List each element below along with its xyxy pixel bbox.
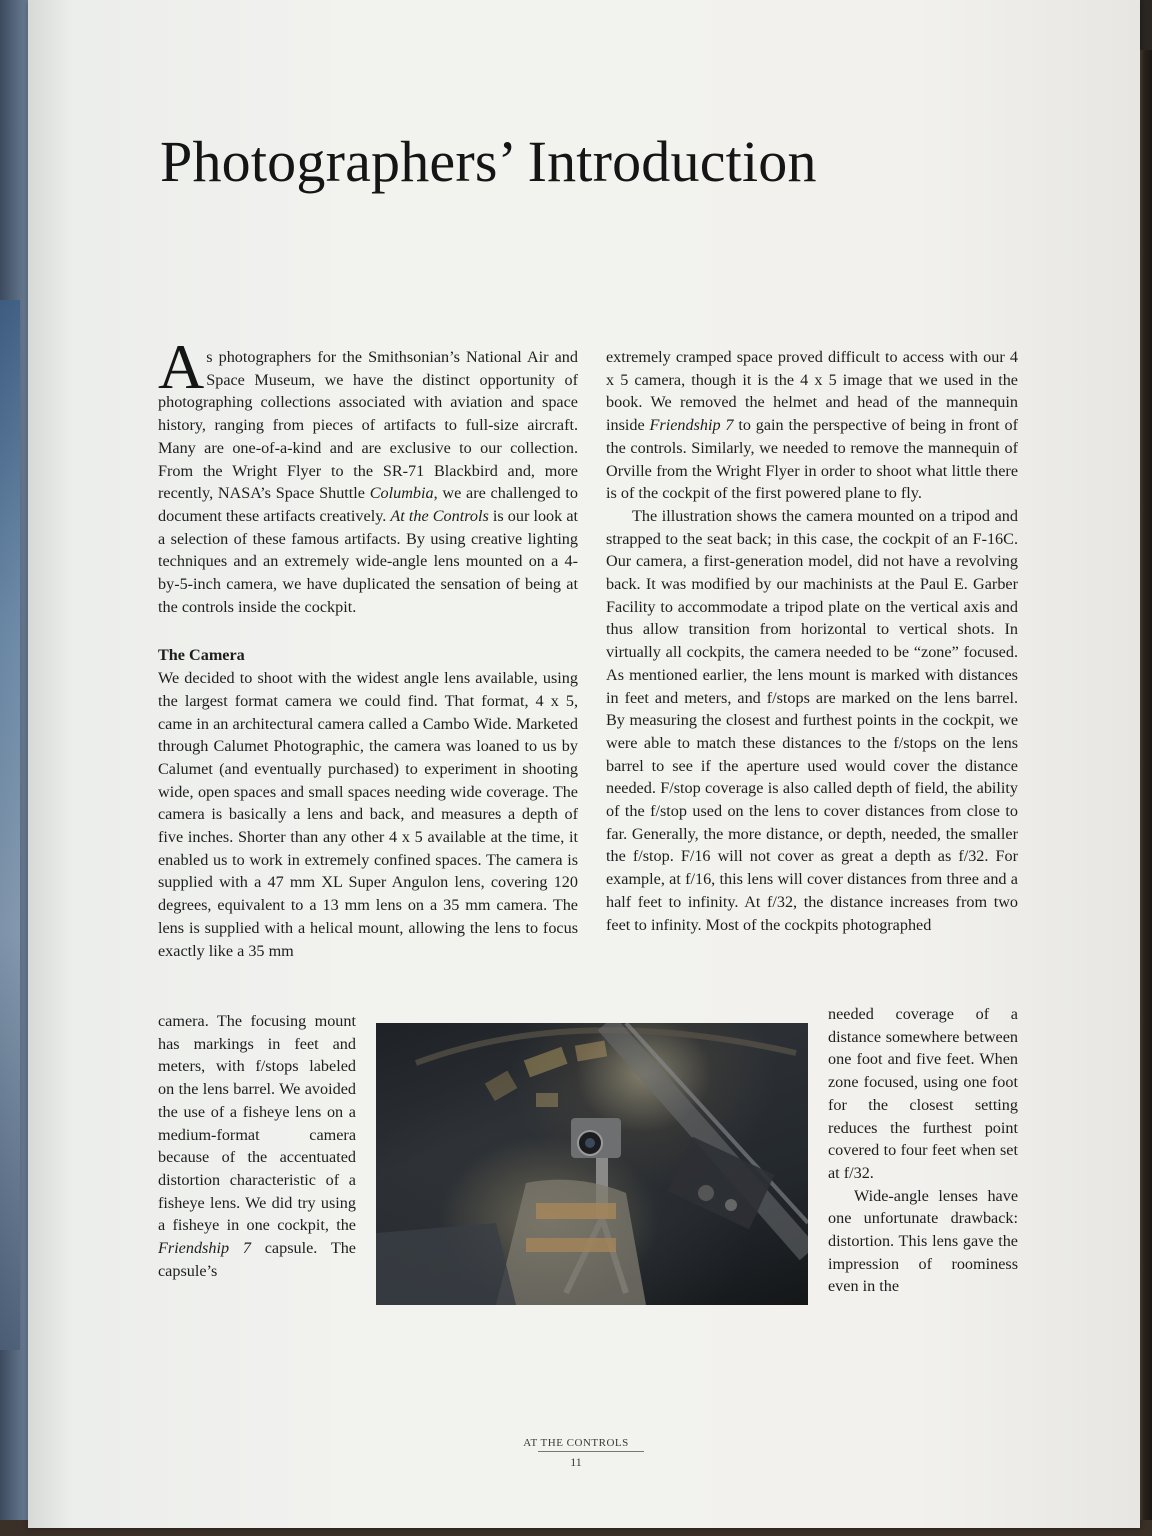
cockpit-photo-illustration	[376, 1023, 808, 1305]
right-p1-text-b: to gain the perspective of being in front of the controls. Similarly, we needed to remove the mannequin of Orville from the Wright Flyer in order to shoot what little there is of the cockpit of the first powered plane to fly.	[606, 416, 1018, 503]
camera-paragraph: We decided to shoot with the widest angle lens available, using the largest format camera we could find. That format, 4 x 5, came in an architectural camera called a Cambo Wide. Marketed through Calumet Photographic, the camera was loaned to us by Calumet (and eventually purchased) to experiment in shooting wide, open spaces and small spaces needing wide coverage. The camera is basically a lens and back, and measures a depth of five inches. Shorter than any other 4 x 5 available at the time, it enabled us to work in extremely confined spaces. The camera is supplied with a 47 mm XL Super Angulon lens, covering 120 degrees, equivalent to a 13 mm lens on a 35 mm camera. The lens is supplied with a helical mount, allowing the lens to focus exactly like a 35 mm	[158, 669, 578, 960]
facing-page-edge	[0, 300, 20, 1350]
right-paragraph-1	[606, 346, 1018, 505]
left-wrap-paragraph	[158, 1010, 356, 1282]
right-p1-friendship: Friendship 7	[649, 416, 734, 435]
right-wrap-paragraph-2: Wide-angle lenses have one unfortunate drawback: distortion. This lens gave the impression of roominess even in the	[828, 1186, 1018, 1296]
footer-book-title: AT THE CONTROLS	[523, 1437, 629, 1449]
left-wrap-friendship: Friendship 7	[158, 1239, 251, 1258]
left-wrap-column	[158, 1010, 356, 1282]
page-title: Photographers’ Introduction	[160, 129, 817, 194]
intro-text-2: , we are challenged to document these artifacts creatively.	[158, 484, 578, 525]
drop-cap: A	[158, 331, 205, 402]
right-p1-text-a: extremely cramped space proved difficult to access with our 4 x 5 camera, though it is the 4 x 5 image that we used in the book. We removed the helmet and head of the mannequin inside	[606, 348, 1018, 435]
right-wrap-paragraph-1: needed coverage of a distance somewhere between one foot and five feet. When zone focused, using one foot for the closest setting reduces the furthest point covered to four feet when set at f/32.	[828, 1005, 1018, 1182]
left-wrap-text-1: camera. The focusing mount has markings in feet and meters, with f/stops labeled on the lens barrel. We avoided the use of a fisheye lens on a medium-format camera because of the accentuated distortion characteristic of a fisheye lens. We did try using a fisheye in one cockpit, the	[158, 1012, 356, 1235]
right-column	[606, 346, 1018, 936]
right-paragraph-2: The illustration shows the camera mounted on a tripod and strapped to the seat back; in this case, the cockpit of an F-16C. Our camera, a first-generation model, did not have a revolving back. It was modified by our machinists at the Paul E. Garber Facility to accommodate a tripod plate on the vertical axis and thus allow transition from horizontal to vertical shots. In virtually all cockpits, the camera needed to be “zone” focused. As mentioned earlier, the lens mount is marked with distances in feet and meters, and f/stops are marked on the lens barrel. By measuring the closest and furthest points in the cockpit, we were able to match these distances to the f/stops on the lens barrel to see if the aperture used would cover the distance needed. F/stop coverage is also called depth of field, the ability of the f/stop used on the lens to cover distances from close to far. Generally, the more distance, or depth, needed, the smaller the f/stop. F/16 will not cover as great a depth as f/32. For example, at f/16, this lens will cover distances from three and a half feet to infinity. At f/32, the distance increases from two feet to infinity. Most of the cockpits photographed	[606, 506, 1018, 934]
left-column	[158, 331, 579, 962]
intro-book-title: At the Controls	[390, 506, 489, 525]
section-heading-camera: The Camera	[158, 646, 245, 665]
left-wrap-text-2: capsule. The capsule’s	[158, 1239, 356, 1280]
intro-text-1: s photographers for the Smithsonian’s National Air and Space Museum, we have the distinct opportunity of photographing collections associated with aviation and space history, ranging from pieces of artifacts to full-size aircraft. Many are one-of-a-kind and are exclusive to our collection. From the Wright Flyer to the SR-71 Blackbird and, more recently, NASA’s Space Shuttle	[158, 348, 578, 503]
right-wrap-column	[828, 1003, 1018, 1298]
cockpit-camera-photo	[376, 1023, 808, 1305]
intro-columbia: Columbia	[369, 484, 434, 503]
footer-divider	[538, 1451, 644, 1452]
intro-text-3: is our look at a selection of these famous artifacts. By using creative lighting techniques and an extremely wide-angle lens mounted on a 4-by-5-inch camera, we have duplicated the sensation of being at the controls inside the cockpit.	[158, 506, 579, 616]
intro-paragraph	[158, 331, 579, 618]
page-number: 11	[570, 1455, 582, 1469]
